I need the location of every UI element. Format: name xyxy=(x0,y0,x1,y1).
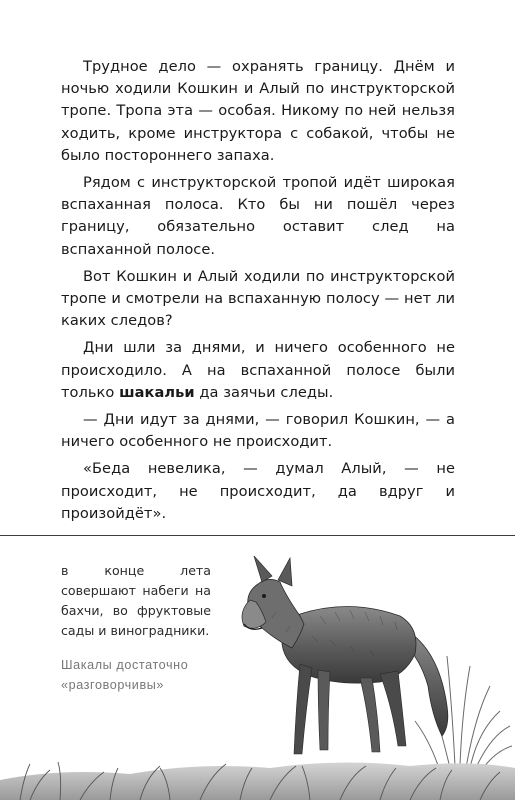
story-text xyxy=(61,56,455,530)
grass-ground xyxy=(0,762,515,800)
story-paragraph: Рядом с инструкторской тропой идёт широкая вспаханная полоса. Кто бы ни пошёл через границу, обязательно оставит след на вспаханной полосе. xyxy=(61,174,455,258)
sidebar-note-text: в конце лета совершают набеги на бахчи, во фруктовые сады и виноградники. xyxy=(61,563,211,638)
story-paragraph: «Беда невелика, — думал Алый, — не происходит, не происходит, да вдруг и произойдёт». xyxy=(61,460,455,522)
story-paragraph: — Дни идут за днями, — говорил Кошкин, — а ничего особенного не происходит. xyxy=(61,411,455,451)
story-paragraph: Вот Кошкин и Алый ходили по инструкторской тропе и смотрели на вспаханную полосу — нет ли каких следов? xyxy=(61,267,455,330)
story-paragraph: Трудное дело — охранять границу. Днём и ночью ходили Кошкин и Алый по инструкторской тропе. Тропа эта — особая. Никому по ней нельзя ходить, кроме инструктора с собакой, чтобы не было постороннего запаха. xyxy=(61,58,455,164)
story-paragraph xyxy=(61,337,455,404)
story-text-run: Дни шли за днями, и ничего особенного не происходило. А на вспаханной полосе были только xyxy=(61,339,455,401)
sidebar-note xyxy=(61,561,211,641)
story-text-run: да заячьи следы. xyxy=(194,383,334,401)
caption-note: Шакалы достаточно «разговорчивы» xyxy=(61,658,189,692)
bold-term: шакальи xyxy=(119,383,195,401)
